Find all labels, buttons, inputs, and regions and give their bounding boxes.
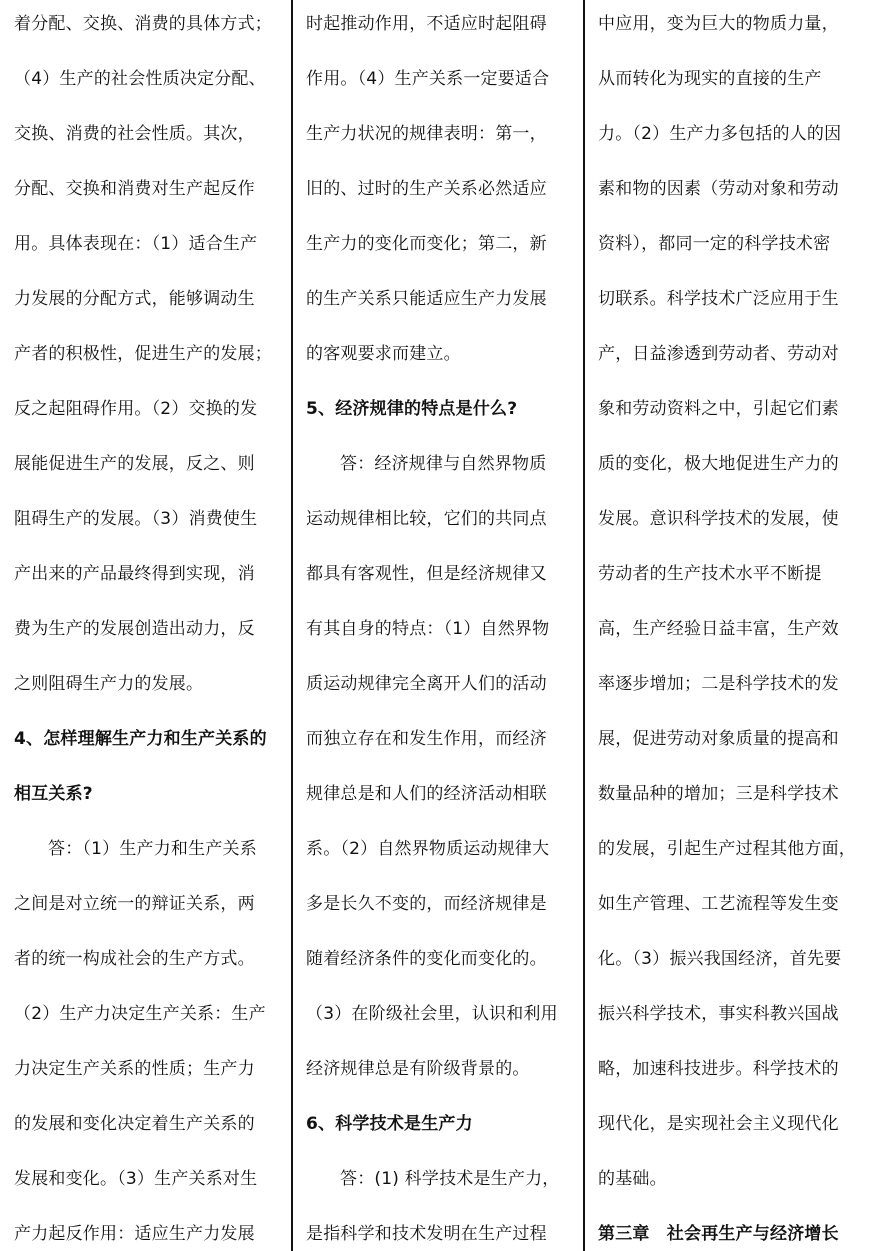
text-line: （4）生产的社会性质决定分配、 bbox=[14, 69, 266, 89]
text-line: 的发展，引起生产过程其他方面， bbox=[598, 839, 856, 859]
heading-line: 5、经济规律的特点是什么? bbox=[306, 399, 518, 419]
text-line: 中应用，变为巨大的物质力量， bbox=[598, 14, 839, 34]
text-line: 阻碍生产的发展。（3）消费使生 bbox=[14, 509, 258, 529]
text-line: 振兴科学技术，事实科教兴国战 bbox=[598, 1004, 839, 1024]
text-line: 分配、交换和消费对生产起反作 bbox=[14, 179, 255, 199]
text-line: 答：经济规律与自然界物质 bbox=[340, 454, 547, 474]
text-line: 率逐步增加；二是科学技术的发 bbox=[598, 674, 839, 694]
text-line: 答：(1) 科学技术是生产力， bbox=[340, 1169, 560, 1189]
text-line: 如生产管理、工艺流程等发生变 bbox=[598, 894, 839, 914]
text-line: 发展。意识科学技术的发展，使 bbox=[598, 509, 839, 529]
text-line: 多是长久不变的，而经济规律是 bbox=[306, 894, 547, 914]
text-line: 力决定生产关系的性质；生产力 bbox=[14, 1059, 255, 1079]
text-line: 系。（2）自然界物质运动规律大 bbox=[306, 839, 550, 859]
heading-line: 6、科学技术是生产力 bbox=[306, 1114, 473, 1134]
text-line: 旧的、过时的生产关系必然适应 bbox=[306, 179, 547, 199]
heading-line: 相互关系? bbox=[14, 784, 93, 804]
text-line: 时起推动作用，不适应时起阻碍 bbox=[306, 14, 547, 34]
text-line: （3）在阶级社会里，认识和利用 bbox=[306, 1004, 558, 1024]
text-column-3 bbox=[584, 0, 871, 1251]
text-line: 用。具体表现在：（1）适合生产 bbox=[14, 234, 258, 254]
text-line: 现代化，是实现社会主义现代化 bbox=[598, 1114, 839, 1134]
text-column-2 bbox=[292, 0, 583, 1251]
text-line: （2）生产力决定生产关系：生产 bbox=[14, 1004, 266, 1024]
text-line: 交换、消费的社会性质。其次， bbox=[14, 124, 255, 144]
text-line: 的客观要求而建立。 bbox=[306, 344, 461, 364]
text-line: 质的变化，极大地促进生产力的 bbox=[598, 454, 839, 474]
text-line: 数量品种的增加；三是科学技术 bbox=[598, 784, 839, 804]
heading-line: 第三章 社会再生产与经济增长 bbox=[598, 1224, 839, 1244]
text-line: 高，生产经验日益丰富，生产效 bbox=[598, 619, 839, 639]
text-line: 从而转化为现实的直接的生产 bbox=[598, 69, 822, 89]
text-line: 素和物的因素（劳动对象和劳动 bbox=[598, 179, 839, 199]
text-line: 经济规律总是有阶级背景的。 bbox=[306, 1059, 530, 1079]
text-line: 产，日益渗透到劳动者、劳动对 bbox=[598, 344, 839, 364]
text-line: 者的统一构成社会的生产方式。 bbox=[14, 949, 255, 969]
text-line: 劳动者的生产技术水平不断提 bbox=[598, 564, 822, 584]
text-line: 运动规律相比较，它们的共同点 bbox=[306, 509, 547, 529]
text-line: 的生产关系只能适应生产力发展 bbox=[306, 289, 547, 309]
text-line: 发展和变化。（3）生产关系对生 bbox=[14, 1169, 258, 1189]
text-line: 答：（1）生产力和生产关系 bbox=[48, 839, 257, 859]
text-line: 力。（2）生产力多包括的人的因 bbox=[598, 124, 842, 144]
text-line: 略，加速科技进步。科学技术的 bbox=[598, 1059, 839, 1079]
text-line: 作用。（4）生产关系一定要适合 bbox=[306, 69, 550, 89]
text-line: 有其自身的特点：（1）自然界物 bbox=[306, 619, 550, 639]
text-line: 质运动规律完全离开人们的活动 bbox=[306, 674, 547, 694]
text-line: 而独立存在和发生作用，而经济 bbox=[306, 729, 547, 749]
text-column-1 bbox=[0, 0, 291, 1251]
text-line: 产力起反作用：适应生产力发展 bbox=[14, 1224, 255, 1244]
text-line: 着分配、交换、消费的具体方式； bbox=[14, 14, 272, 34]
heading-line: 4、怎样理解生产力和生产关系的 bbox=[14, 729, 267, 749]
text-line: 的发展和变化决定着生产关系的 bbox=[14, 1114, 255, 1134]
text-line: 力发展的分配方式，能够调动生 bbox=[14, 289, 255, 309]
text-line: 规律总是和人们的经济活动相联 bbox=[306, 784, 547, 804]
text-line: 之则阻碍生产力的发展。 bbox=[14, 674, 204, 694]
text-line: 都具有客观性，但是经济规律又 bbox=[306, 564, 547, 584]
text-line: 之间是对立统一的辩证关系，两 bbox=[14, 894, 255, 914]
text-line: 是指科学和技术发明在生产过程 bbox=[306, 1224, 547, 1244]
text-line: 反之起阻碍作用。（2）交换的发 bbox=[14, 399, 258, 419]
text-line: 随着经济条件的变化而变化的。 bbox=[306, 949, 547, 969]
text-line: 费为生产的发展创造出动力，反 bbox=[14, 619, 255, 639]
text-line: 象和劳动资料之中，引起它们素 bbox=[598, 399, 839, 419]
text-line: 生产力的变化而变化；第二，新 bbox=[306, 234, 547, 254]
text-line: 产者的积极性，促进生产的发展； bbox=[14, 344, 272, 364]
text-line: 产出来的产品最终得到实现，消 bbox=[14, 564, 255, 584]
text-line: 化。（3）振兴我国经济，首先要 bbox=[598, 949, 842, 969]
text-line: 切联系。科学技术广泛应用于生 bbox=[598, 289, 839, 309]
text-line: 的基础。 bbox=[598, 1169, 667, 1189]
text-line: 展，促进劳动对象质量的提高和 bbox=[598, 729, 839, 749]
text-line: 展能促进生产的发展，反之、则 bbox=[14, 454, 255, 474]
text-line: 生产力状况的规律表明：第一， bbox=[306, 124, 547, 144]
text-line: 资料），都同一定的科学技术密 bbox=[598, 234, 831, 254]
